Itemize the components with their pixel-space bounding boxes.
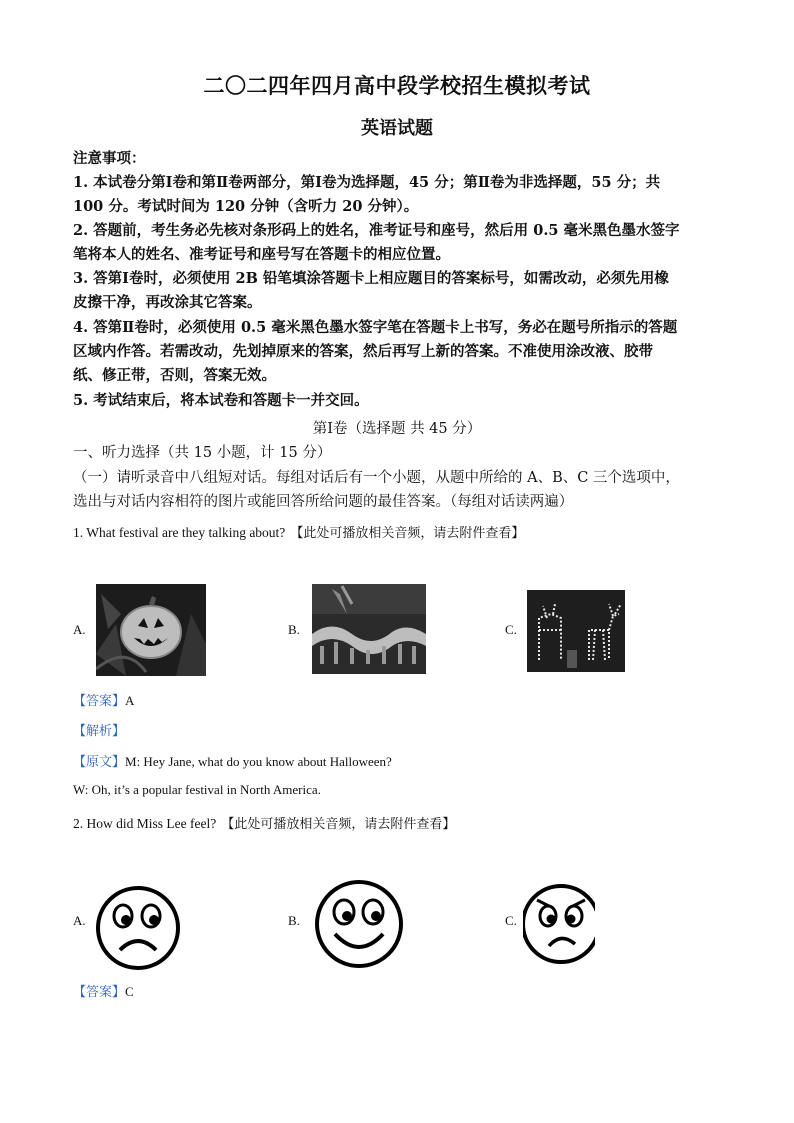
angry-face-icon xyxy=(523,874,595,970)
section-instruction: 选出与对话内容相符的图片或能回答所给问题的最佳答案。（每组对话读两遍） xyxy=(73,494,574,510)
option-label: B. xyxy=(288,622,300,637)
question-text: 2. How did Miss Lee feel? xyxy=(73,816,217,831)
angry-face-image[interactable] xyxy=(523,874,595,970)
answer-label: 【答案】 xyxy=(73,694,126,709)
notice-line: 皮擦干净，再改涂其它答案。 xyxy=(73,294,262,311)
option-label: C. xyxy=(505,622,517,637)
light-reindeer-image[interactable] xyxy=(527,590,625,672)
analysis-line xyxy=(73,720,125,739)
option-label: A. xyxy=(73,622,86,637)
notice-line: 1. 本试卷分第Ⅰ卷和第Ⅱ卷两部分，第Ⅰ卷为选择题，45 分；第Ⅱ卷为非选择题，55 分；共 xyxy=(73,174,661,191)
notice-line: 5. 考试结束后，将本试卷和答题卡一并交回。 xyxy=(73,392,369,409)
original-label: 【原文】 xyxy=(73,755,126,770)
audio-note: 【此处可播放相关音频，请去附件查看】 xyxy=(221,817,456,832)
option-label: B. xyxy=(288,913,300,928)
section-instruction: （一）请听录音中八组短对话。每组对话后有一个小题，从题中所给的 A、B、C 三个选项中， xyxy=(73,470,680,486)
question-2 xyxy=(73,813,455,832)
parade-image[interactable] xyxy=(312,584,426,674)
notice-line: 2. 答题前，考生务必先核对条形码上的姓名，准考证号和座号，然后用 0.5 毫米黑色墨水签字 xyxy=(73,222,680,239)
option-label: C. xyxy=(505,913,517,928)
happy-face-icon xyxy=(311,876,407,972)
section-heading: 一、听力选择（共 15 小题，计 15 分） xyxy=(73,445,332,461)
jack-o-lantern-icon xyxy=(96,584,206,676)
option-label: A. xyxy=(73,913,86,928)
sad-face-icon xyxy=(92,882,184,974)
dragon-parade-icon xyxy=(312,584,426,674)
notice-line: 3. 答第Ⅰ卷时，必须使用 2B 铅笔填涂答题卡上相应题目的答案标号，如需改动，必须先用橡 xyxy=(73,270,669,287)
question-1 xyxy=(73,522,524,541)
happy-face-image[interactable] xyxy=(311,876,407,972)
audio-note: 【此处可播放相关音频，请去附件查看】 xyxy=(290,526,525,541)
answer-line xyxy=(73,690,134,709)
reindeer-lights-icon xyxy=(527,590,625,672)
notice-line: 笔将本人的姓名、准考证号和座号写在答题卡的相应位置。 xyxy=(73,246,450,263)
original-text: M: Hey Jane, what do you know about Halloween? xyxy=(125,754,392,769)
exam-subtitle: 英语试题 xyxy=(361,118,433,139)
notice-line: 纸、修正带，否则，答案无效。 xyxy=(73,367,276,384)
exam-title: 二〇二四年四月高中段学校招生模拟考试 xyxy=(203,73,591,98)
original-line xyxy=(73,751,392,770)
answer-label: 【答案】 xyxy=(73,985,126,1000)
answer-value: A xyxy=(125,693,135,708)
answer-value: C xyxy=(125,984,134,999)
answer-line xyxy=(73,981,134,1000)
analysis-label: 【解析】 xyxy=(73,724,126,739)
original-line-2: W: Oh, it’s a popular festival in North America. xyxy=(73,782,321,797)
question-text: 1. What festival are they talking about? xyxy=(73,525,286,540)
part-title: 第Ⅰ卷（选择题 共 45 分） xyxy=(312,421,482,437)
notice-heading: 注意事项： xyxy=(73,150,146,167)
notice-line: 4. 答第Ⅱ卷时，必须使用 0.5 毫米黑色墨水签字笔在答题卡上书写，务必在题号所指示的答题 xyxy=(73,319,678,336)
notice-line: 区域内作答。若需改动，先划掉原来的答案，然后再写上新的答案。不准使用涂改液、胶带 xyxy=(73,343,653,360)
sad-face-image[interactable] xyxy=(92,882,184,974)
notice-line: 100 分。考试时间为 120 分钟（含听力 20 分钟）。 xyxy=(73,198,419,215)
pumpkin-image[interactable] xyxy=(96,584,206,676)
